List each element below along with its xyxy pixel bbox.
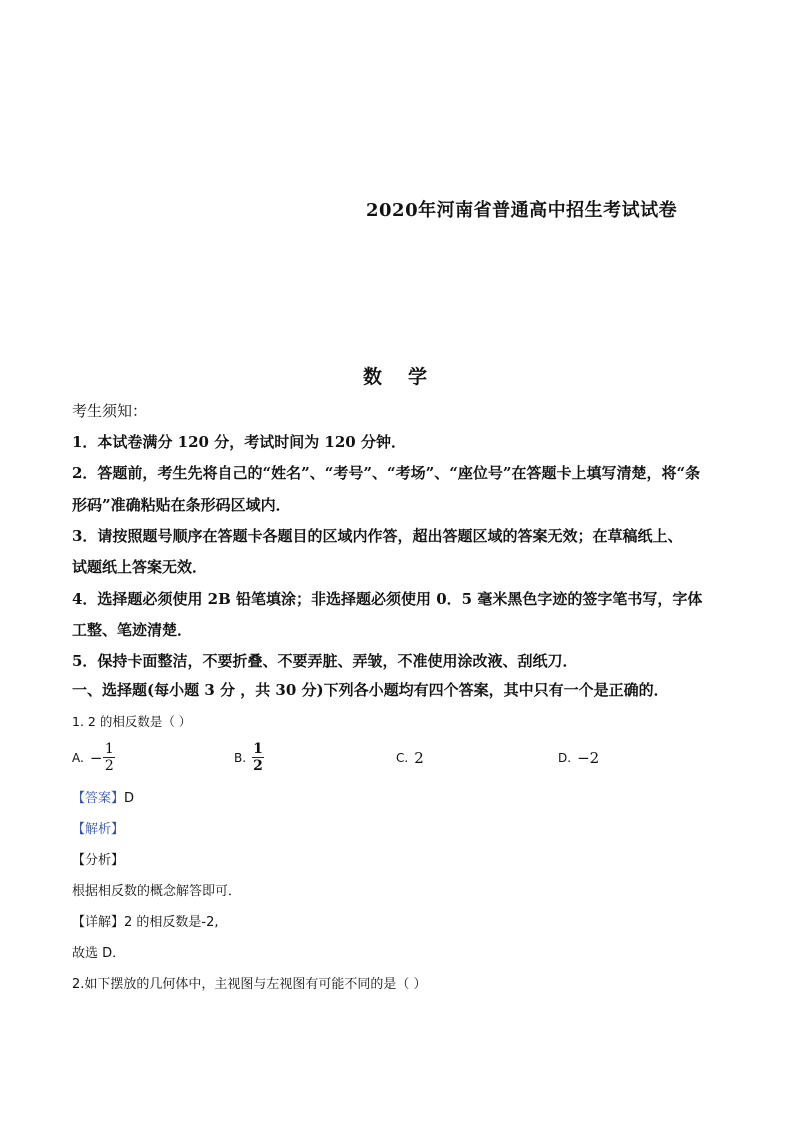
answer-value: D	[124, 791, 135, 806]
section-one-heading: 一、选择题(每小题 3 分 ，共 30 分)下列各小题均有四个答案，其中只有一个是正确的．	[72, 681, 669, 699]
option-a[interactable]	[72, 742, 115, 773]
option-d-value: −2	[577, 749, 600, 767]
option-b[interactable]	[234, 742, 264, 773]
instruction-line-2a: 2．答题前，考生先将自己的“姓名”、“考号”、“考场”、“座位号”在答题卡上填写清楚，将“条	[72, 464, 701, 482]
option-d-label: D.	[558, 751, 572, 765]
option-a-minus: −	[89, 748, 103, 767]
detail-line	[72, 911, 219, 930]
instruction-line-3a: 3．请按照题号顺序在答题卡各题目的区域内作答，超出答题区域的答案无效；在草稿纸上、	[72, 527, 683, 545]
instructions-heading: 考生须知：	[72, 402, 148, 420]
option-c[interactable]	[396, 749, 424, 767]
answer-tag: 【答案】	[72, 791, 125, 806]
detail-tag: 【详解】	[72, 915, 125, 930]
option-a-fraction: $\frac{1}{2}$	[104, 741, 114, 774]
fenxi-text: 根据相反数的概念解答即可．	[72, 884, 242, 899]
option-c-label: C.	[396, 751, 409, 765]
option-d[interactable]	[558, 749, 599, 767]
instruction-line-4b: 工整、笔迹清楚．	[72, 621, 193, 639]
analysis-tag: 【解析】	[72, 822, 125, 837]
option-a-label: A.	[72, 750, 84, 765]
option-b-label: B.	[234, 750, 247, 765]
instruction-line-2b: 形码”准确粘贴在条形码区域内．	[72, 496, 291, 514]
option-b-fraction: $\frac{1}{2}$	[253, 741, 263, 774]
question-2-stem: 2.如下摆放的几何体中，主视图与左视图有可能不同的是（ ）	[72, 977, 427, 992]
detail-text: 2 的相反数是-2,	[124, 915, 219, 930]
question-1-stem: 1. 2 的相反数是（ ）	[72, 714, 192, 729]
instruction-line-1: 1．本试卷满分 120 分，考试时间为 120 分钟．	[72, 433, 406, 451]
instruction-line-5: 5．保持卡面整洁，不要折叠、不要弄脏、弄皱，不准使用涂改液、刮纸刀．	[72, 652, 578, 670]
option-c-value: 2	[414, 749, 424, 767]
exam-title: 2020年河南省普通高中招生考试试卷	[366, 200, 678, 221]
fenxi-tag: 【分析】	[72, 853, 125, 868]
instruction-line-4a: 4．选择题必须使用 2B 铅笔填涂；非选择题必须使用 0．5 毫米黑色字迹的签字笔书写，字体	[72, 590, 703, 608]
answer-line	[72, 787, 134, 806]
subject-title: 数学	[363, 366, 454, 388]
instruction-line-3b: 试题纸上答案无效．	[72, 558, 208, 576]
conclusion-text: 故选 D．	[72, 946, 126, 961]
